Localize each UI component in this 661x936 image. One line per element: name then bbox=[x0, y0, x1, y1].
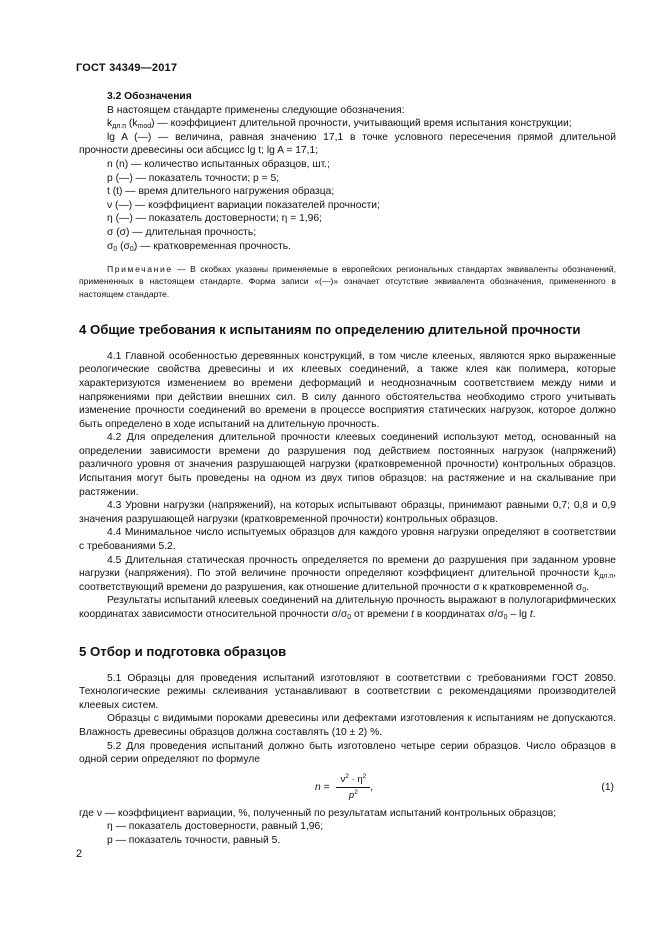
formula-denominator: $p^2$ bbox=[348, 789, 358, 802]
formula-number: (1) bbox=[601, 781, 614, 793]
section-5-title: 5 Отбор и подготовка образцов bbox=[79, 643, 287, 659]
document-body bbox=[79, 90, 616, 848]
para-5-1b: Образцы с видимыми пороками древесины или дефектами изготовления к испытаниям не допускаются. Влажность древесины образцов должна составлять (10 ± 2) %. bbox=[79, 713, 616, 738]
where-eta: η — показатель достоверности, равный 1,96; bbox=[107, 821, 324, 833]
symbol-n: n (n) — количество испытанных образцов, шт.; bbox=[107, 158, 330, 170]
symbol-lgA: lg A (—) — величина, равная значению 17,1 в точке условного пересечения прямой длительной прочности древесины оси абсцисс lg t; lg A = 17,1; bbox=[79, 131, 616, 157]
section-3-2-title: 3.2 Обозначения bbox=[107, 91, 192, 102]
para-5-1: 5.1 Образцы для проведения испытаний изготовляют в соответствии с требованиями ГОСТ 20850. Технологические режимы склеивания устанавливают в соответствии с рекомендациями производителей клеевых систем. bbox=[79, 672, 616, 711]
formula-tail: , bbox=[370, 782, 374, 794]
para-5-2: 5.2 Для проведения испытаний должно быть изготовлено четыре серии образцов. Число образцов в одной серии определяют по формуле bbox=[79, 740, 616, 766]
para-4-1: 4.1 Главной особенностью деревянных конструкций, в том числе клееных, являются ярко выраженные реологические свойства древесины и их клеевых соединений, а также клея как полимера, которые характеризуются изменением во времени деформаций и неоднозначным соответствием между ними и напряжениями при действии внешних сил. В силу данного обстоятельства необходимо строго учитывать изменение прочности соединений во времени в процессе восприятия статических нагрузок, которое должно быть определено в ходе испытаний на длительную прочность. bbox=[79, 350, 616, 430]
formula-numerator: $\nu^2 \cdot \eta^2$ bbox=[336, 773, 370, 789]
symbol-t: t (t) — время длительного нагружения образца; bbox=[107, 186, 335, 198]
note bbox=[79, 263, 616, 300]
note-text: — В скобках указаны применяемые в европейских региональных стандартах эквиваленты обозначений, примененных в настоящем стандарте. Форма записи «(—)» означает отсутствие эквивалента обозначения, примененного в настоящем стандарте. bbox=[79, 264, 616, 299]
where-v: где ν — коэффициент вариации, %, полученный по результатам испытаний контрольных образцов; bbox=[79, 807, 557, 819]
symbol-sigma: σ (σ) — длительная прочность; bbox=[107, 226, 257, 238]
para-4-3: 4.3 Уровни нагрузки (напряжений), на которых испытывают образцы, принимают равными 0,7; 0,8 и 0,9 значения разрушающей нагрузки (кратковременной прочности) контрольных образцов. bbox=[79, 500, 616, 525]
formula-1 bbox=[79, 769, 616, 805]
symbol-eta: η (—) — показатель достоверности; η = 1,96; bbox=[107, 213, 322, 225]
document-header: ГОСТ 34349—2017 bbox=[76, 62, 178, 74]
para-4-2: 4.2 Для определения длительной прочности клеевых соединений используют метод, основанный на определении зависимости времени до разрушения под действием постоянных нагрузок (напряжений) различного уровня от значения разрушающей нагрузки (кратковременной прочности) контрольных образцов. Испытания могут быть проведены на одном из двух типов образцов: на растяжение и на скалывание при растяжении. bbox=[79, 432, 616, 498]
formula-fraction bbox=[336, 773, 370, 803]
section-4-title: 4 Общие требования к испытаниям по определению длительной прочности bbox=[79, 321, 581, 337]
para-results: Результаты испытаний клеевых соединений на длительную прочность выражают в полулогарифмических координатах зависимости относительной прочности $\sigma/\sigma_0$ от времени t в координатах $\sigma/\sigma_0$ – lg t. bbox=[79, 595, 616, 622]
para-4-4: 4.4 Минимальное число испытуемых образцов для каждого уровня нагрузки определяют в соответствии с требованиями 5.2. bbox=[79, 527, 616, 553]
note-label: Примечание bbox=[107, 264, 173, 275]
where-p: p — показатель точности, равный 5. bbox=[107, 834, 281, 846]
para-4-5: 4.5 Длительная статическая прочность определяется по времени до разрушения при заданном уровне нагрузки (напряжения). По этой величине прочности определяют коэффициент длительной прочности $k_{дл.п}$, соответствующий времени до разрушения, как отношение длительной прочности σ к кратковременной $\sigma_0$. bbox=[79, 554, 616, 594]
page-number: 2 bbox=[76, 848, 83, 860]
symbol-v: ν (—) — коэффициент вариации показателей прочности; bbox=[107, 199, 380, 211]
symbol-k: $k_{дл.п}$ $(k_{mod})$ — коэффициент длительной прочности, учитывающий время испытания конструкции; bbox=[107, 118, 572, 131]
formula-lhs: n bbox=[315, 782, 321, 794]
symbol-sigma0: $\sigma_0$ $(\sigma_0)$ — кратковременная прочность. bbox=[107, 240, 292, 253]
formula-eq: = bbox=[320, 782, 333, 794]
symbol-p: p (—) — показатель точности; p = 5; bbox=[107, 172, 280, 184]
formula-expression bbox=[315, 773, 373, 803]
symbols-intro: В настоящем стандарте применены следующие обозначения: bbox=[107, 104, 405, 116]
